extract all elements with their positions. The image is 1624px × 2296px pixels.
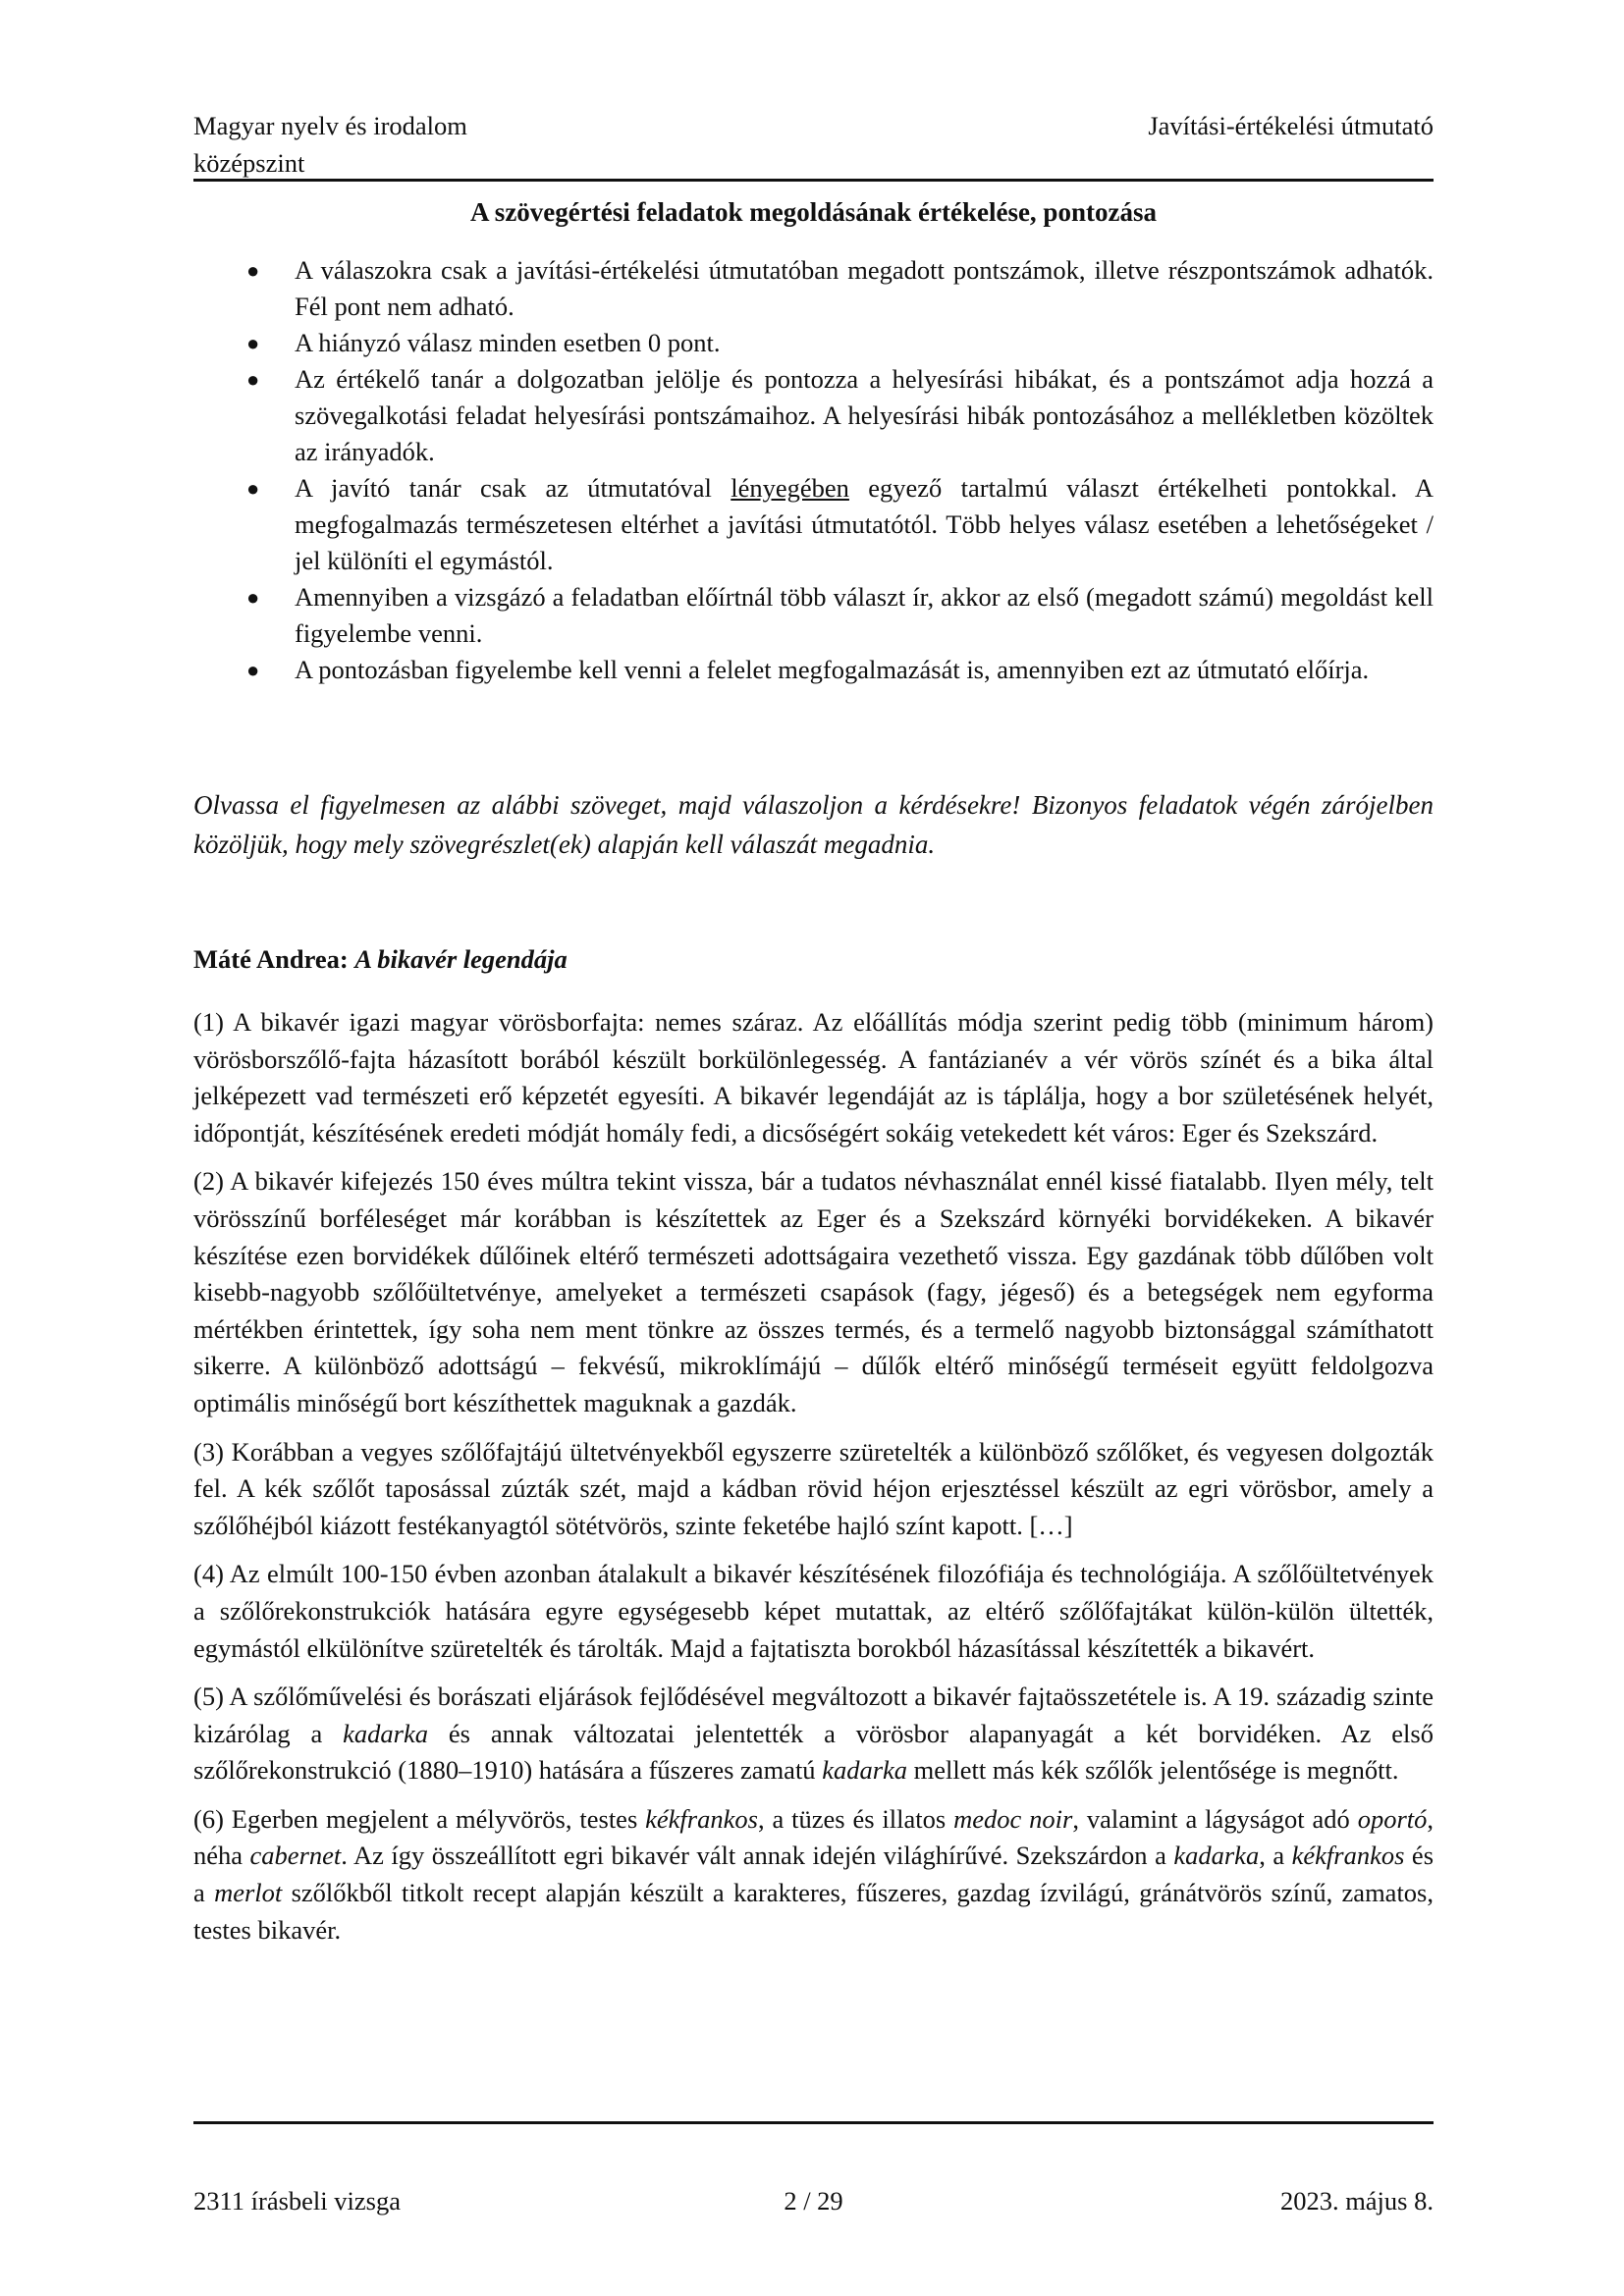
paragraph-text: , a <box>1259 1841 1292 1871</box>
grape-variety-name: kadarka <box>822 1755 908 1786</box>
paragraph-text: (3) Korábban a vegyes szőlőfajtájú ültetvényekből egyszerre szüretelték a különböző szőlőket, és vegyesen dolgozták fel. A kék szőlőt taposással zúzták szét, majd a kádban rövid héjon erjesztéssel készült az egri vörösbor, amely a szőlőhéjból kiázott festékanyagtól sötétvörös, szinte feketébe hajló színt kapott. […] <box>193 1436 1434 1540</box>
rule-text: Amennyiben a vizsgázó a feladatban előírtnál több választ ír, akkor az első (megadott számú) megoldást kell figyelembe venni. <box>295 582 1434 648</box>
footer-date: 2023. május 8. <box>1279 2186 1434 2216</box>
footer-divider <box>193 2121 1434 2124</box>
rule-item <box>193 361 1434 470</box>
article-paragraph <box>193 1801 1434 1949</box>
section-title: A szövegértési feladatok megoldásának értékelése, pontozása <box>470 197 1157 227</box>
article-heading <box>193 939 568 979</box>
grape-variety-name: cabernet <box>249 1841 342 1871</box>
footer-page-number: 2 / 29 <box>784 2186 843 2216</box>
paragraph-text: (6) Egerben megjelent a mélyvörös, testes <box>193 1803 646 1834</box>
footer-exam-code: 2311 írásbeli vizsga <box>193 2186 401 2216</box>
header-subject: Magyar nyelv és irodalom <box>193 111 467 140</box>
article-author: Máté Andrea: <box>193 944 349 974</box>
paragraph-text: (1) A bikavér igazi magyar vörösborfajta: nemes száraz. Az előállítás módja szerint pedig több (minimum három) vörösborszőlő-fajta házasított borából készült borkülönlegesség. A fantázianév a vér vörös színét és a bika által jelképezett vad természeti erő képzetét egyesíti. A bikavér legendáját az is táplálja, hogy a bor születésének helyét, időpontját, készítésének eredeti módját homály fedi, a dicsőségért sokáig vetekedett két város: Eger és Szekszárd. <box>193 1007 1434 1148</box>
rule-text: A hiányzó válasz minden esetben 0 pont. <box>295 328 721 357</box>
paragraph-text: (4) Az elmúlt 100-150 évben azonban átalakult a bikavér készítésének filozófiája és technológiája. A szőlőültetvények a szőlőrekonstrukciók hatására egyre egységesebb képet mutattak, az eltérő szőlőfajtákat külön-külön ültették, egymástól elkülönítve szüretelték és tárolták. Majd a fajtatiszta borokból házasítással készítették a bikavért. <box>193 1559 1434 1663</box>
article-body <box>193 1004 1434 1949</box>
rule-underlined-word: lényegében <box>731 473 849 503</box>
grape-variety-name: kékfrankos <box>1291 1841 1405 1871</box>
article-paragraph <box>193 1434 1434 1545</box>
paragraph-text: szőlőkből titkolt recept alapján készült a karakteres, fűszeres, gazdag ízvilágú, gránátvörös színű, zamatos, testes bikavér. <box>193 1878 1434 1945</box>
paragraph-text: (2) A bikavér kifejezés 150 éves múltra tekint vissza, bár a tudatos névhasználat ennél kissé fiatalabb. Ilyen mély, telt vörösszínű borféleséget már korábban is készítettek az Eger és a Szekszárd környéki borvidékeken. A bikavér készítése ezen borvidékek dűlőinek eltérő természeti adottságaira vezethető vissza. Egy gazdának több dűlőben volt kisebb-nagyobb szőlőültetvénye, amelyeket a természeti csapások (fagy, jégeső) és a betegségek nem egyforma mértékben érintettek, így soha nem ment tönkre az összes termés, és a termelő nagyobb biztonsággal számíthatott sikerre. A különböző adottságú – fekvésű, mikroklímájú – dűlők eltérő minőségű terméseit együtt feldolgozva optimális minőségű bort készíthettek maguknak a gazdák. <box>193 1166 1434 1417</box>
rule-item <box>193 252 1434 325</box>
bullet-icon: ● <box>246 331 260 355</box>
bullet-icon: ● <box>246 585 260 610</box>
grape-variety-name: kadarka <box>1173 1841 1260 1871</box>
paragraph-text: , valamint a lágyságot adó <box>1072 1803 1358 1834</box>
scoring-rules-list <box>193 252 1434 688</box>
grape-variety-name: kékfrankos <box>645 1803 758 1834</box>
article-paragraph <box>193 1163 1434 1421</box>
paragraph-text: , a tüzes és illatos <box>757 1803 954 1834</box>
header-doc-type: Javítási-értékelési útmutató <box>1148 111 1434 140</box>
bullet-icon: ● <box>246 658 260 682</box>
header-left <box>193 107 467 182</box>
rule-text: A válaszokra csak a javítási-értékelési útmutatóban megadott pontszámok, illetve részpontszámok adhatók. Fél pont nem adható. <box>295 255 1434 321</box>
bullet-icon: ● <box>246 258 260 283</box>
paragraph-text: és a <box>193 1841 1435 1908</box>
reading-instruction: Olvassa el figyelmesen az alábbi szöveget, majd válaszoljon a kérdésekre! Bizonyos feladatok végén zárójelben közöljük, hogy mely szövegrészlet(ek) alapján kell válaszát megadnia. <box>193 790 1434 859</box>
grape-variety-name: kadarka <box>343 1718 428 1748</box>
header-level: középszint <box>193 148 305 178</box>
article-title: A bikavér legendája <box>354 944 568 974</box>
bullet-icon: ● <box>246 476 260 501</box>
paragraph-text: mellett más kék szőlők jelentősége is megnőtt. <box>907 1755 1399 1786</box>
rule-text: Az értékelő tanár a dolgozatban jelölje és pontozza a helyesírási hibákat, és a pontszámot adja hozzá a szövegalkotási feladat helyesírási pontszámaihoz. A helyesírási hibák pontozásához a mellékletben közöltek az irányadók. <box>295 364 1434 466</box>
paragraph-text: , néha <box>193 1803 1435 1871</box>
paragraph-text: és annak változatai jelentették a vörösbor alapanyagát a két borvidéken. Az első szőlőrekonstrukció (1880–1910) hatására a fűszeres zamatú <box>193 1718 1434 1786</box>
paragraph-text: . Az így összeállított egri bikavér vált annak idején világhírűvé. Szekszárdon a <box>341 1841 1174 1871</box>
rule-item <box>193 470 1434 579</box>
rule-item <box>193 325 1434 361</box>
header-divider <box>193 179 1434 182</box>
grape-variety-name: medoc noir <box>953 1803 1073 1834</box>
grape-variety-name: oportó <box>1357 1803 1428 1834</box>
rule-text-after: egyező tartalmú választ értékelheti pontokkal. A megfogalmazás természetesen eltérhet a javítási útmutatótól. Több helyes válasz esetében a lehetőségeket / jel különíti el egymástól. <box>295 473 1434 575</box>
article-paragraph <box>193 1004 1434 1151</box>
rule-text: A pontozásban figyelembe kell venni a felelet megfogalmazását is, amennyiben ezt az útmutató előírja. <box>295 655 1370 684</box>
rule-item <box>193 579 1434 652</box>
article-paragraph <box>193 1556 1434 1667</box>
paragraph-text: (5) A szőlőművelési és borászati eljárások fejlődésével megváltozott a bikavér fajtaösszetétele is. A 19. századig szinte kizárólag a <box>193 1682 1434 1748</box>
bullet-icon: ● <box>246 367 260 392</box>
grape-variety-name: merlot <box>214 1878 283 1908</box>
article-paragraph <box>193 1679 1434 1789</box>
rule-item <box>193 652 1434 688</box>
rule-text-before: A javító tanár csak az útmutatóval <box>295 473 731 503</box>
